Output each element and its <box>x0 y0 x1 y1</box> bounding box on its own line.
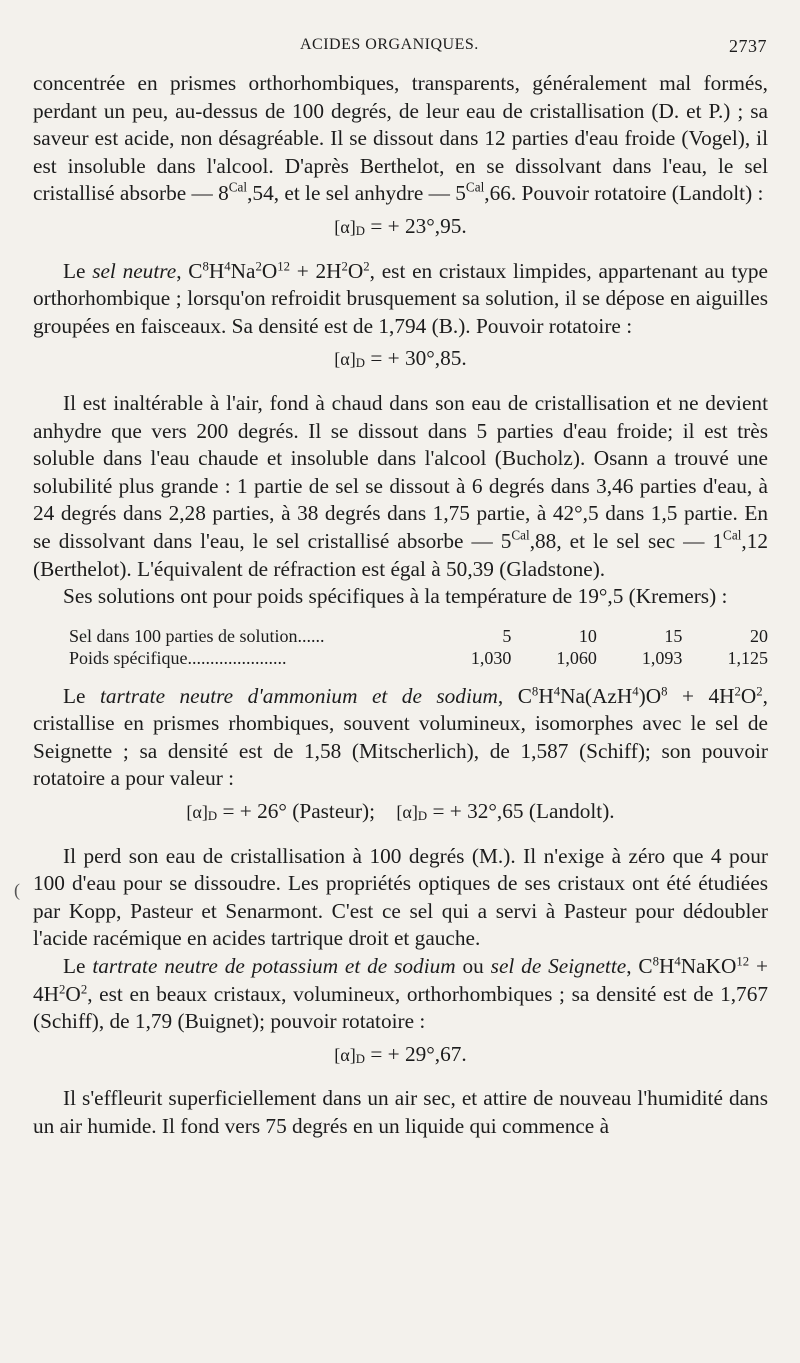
formula-rotatory-4: $[\alpha]_D$ = + 29°,67. <box>334 1041 467 1066</box>
paragraph-crystallisation: Il perd son eau de cristallisation à 100 degrés (M.). Il n'exige à zéro que 4 pour 100 d'eau pour se dissoudre. Les propriétés optiques de ses cristaux ont été étudiées par Kopp, Pasteur et Senarmont. C'est ce sel qui a servi à Pasteur pour dédoubler l'acide racémique en acides tartrique droit et gauche. <box>33 843 768 951</box>
running-header <box>0 30 800 56</box>
term-sel-neutre: sel neutre <box>92 258 177 283</box>
paragraph-sel-neutre: Le sel neutre, $C^8H^4Na^2O^{12} + 2H^2O^2$, est en cristaux limpides, appartenant au type orthorhombique ; lorsqu'on refroidit brusquement sa solution, il se dépose en aiguilles groupées en faisceaux. Sa densité est de 1,794 (B.). Pouvoir rotatoire : <box>33 258 768 338</box>
paragraph-1: concentrée en prismes orthorhombiques, transparents, généralement mal formés, perdant un peu, au-dessus de 100 degrés, de leur eau de cristallisation (D. et P.) ; sa saveur est acide, non désagréable. Il se dissout dans 12 parties d'eau froide (Vogel), il est insoluble dans l'alcool. D'après Berthelot, en se dissolvant dans l'eau, le sel cristallisé absorbe — $8^{Cal},54$, et le sel anhydre — $5^{Cal},66$. Pouvoir rotatoire (Landolt) : <box>33 71 768 206</box>
term-ammonium-sodium: tartrate neutre d'ammonium et de sodium <box>99 683 498 708</box>
term-sel-de-seignette: sel de Seignette <box>490 954 627 979</box>
table-row: Poids spécifique...................... 1,030 1,060 1,093 1,125 <box>69 647 768 668</box>
formula-rotatory-3: $[\alpha]_D$ = + 26° (Pasteur); $[\alpha]_D$ = + 32°,65 (Landolt). <box>186 799 615 824</box>
page-number: 2737 <box>729 36 767 56</box>
paragraph-efflorescence: Il s'effleurit superficiellement dans un air sec, et attire de nouveau l'humidité dans un air humide. Il fond vers 75 degrés en un liquide qui commence à <box>33 1086 768 1138</box>
paragraph-ammonium-sodium: Le tartrate neutre d'ammonium et de sodium, $C^8H^4Na(AzH^4)O^8 + 4H^2O^2$, cristallise en prismes rhombiques, souvent volumineux, isomorphes avec le sel de Seignette ; sa densité est de 1,58 (Mitscherlich), de 1,587 (Schiff); son pouvoir rotatoire a pour valeur : <box>33 683 768 791</box>
formula-rotatory-2: $[\alpha]_D$ = + 30°,85. <box>334 346 467 371</box>
density-table <box>69 625 768 669</box>
paragraph-seignette: Le tartrate neutre de potassium et de sodium ou sel de Seignette, $C^8H^4NaKO^{12} + 4H^2O^2$, est en beaux cristaux, volumineux, orthorhombiques ; sa densité est de 1,767 (Schiff), de 1,79 (Buignet); pouvoir rotatoire : <box>33 954 768 1034</box>
margin-mark: ( <box>14 880 20 900</box>
formula-rotatory-1: $[\alpha]_D$ = + 23°,95. <box>334 213 467 238</box>
table-row: Sel dans 100 parties de solution...... 5 10 15 20 <box>69 625 768 646</box>
paragraph-solubility: Il est inaltérable à l'air, fond à chaud dans son eau de cristallisation et ne devient anhydre que vers 200 degrés. Il se dissout dans 5 parties d'eau froide; il est très soluble dans l'eau chaude et insoluble dans l'alcool (Bucholz). Osann a trouvé une solubilité plus grande : 1 partie de sel se dissout à 6 degrés dans 3,46 parties d'eau, à 24 degrés dans 2,28 parties, à 38 degrés dans 1,75 partie, à 42°,5 dans 1,5 partie. En se dissolvant dans l'eau, le sel cristallisé absorbe — $5^{Cal},88$, et le sel sec — $1^{Cal},12$ (Berthelot). L'équivalent de réfraction est égal à 50,39 (Gladstone). <box>33 390 768 581</box>
header-title: ACIDES ORGANIQUES. <box>300 36 479 53</box>
term-potassium-sodium: tartrate neutre de potassium et de sodium <box>92 954 456 979</box>
page-body <box>33 70 768 1141</box>
paragraph-specific-weights: Ses solutions ont pour poids spécifiques à la température de 19°,5 (Kremers) : <box>63 584 728 609</box>
